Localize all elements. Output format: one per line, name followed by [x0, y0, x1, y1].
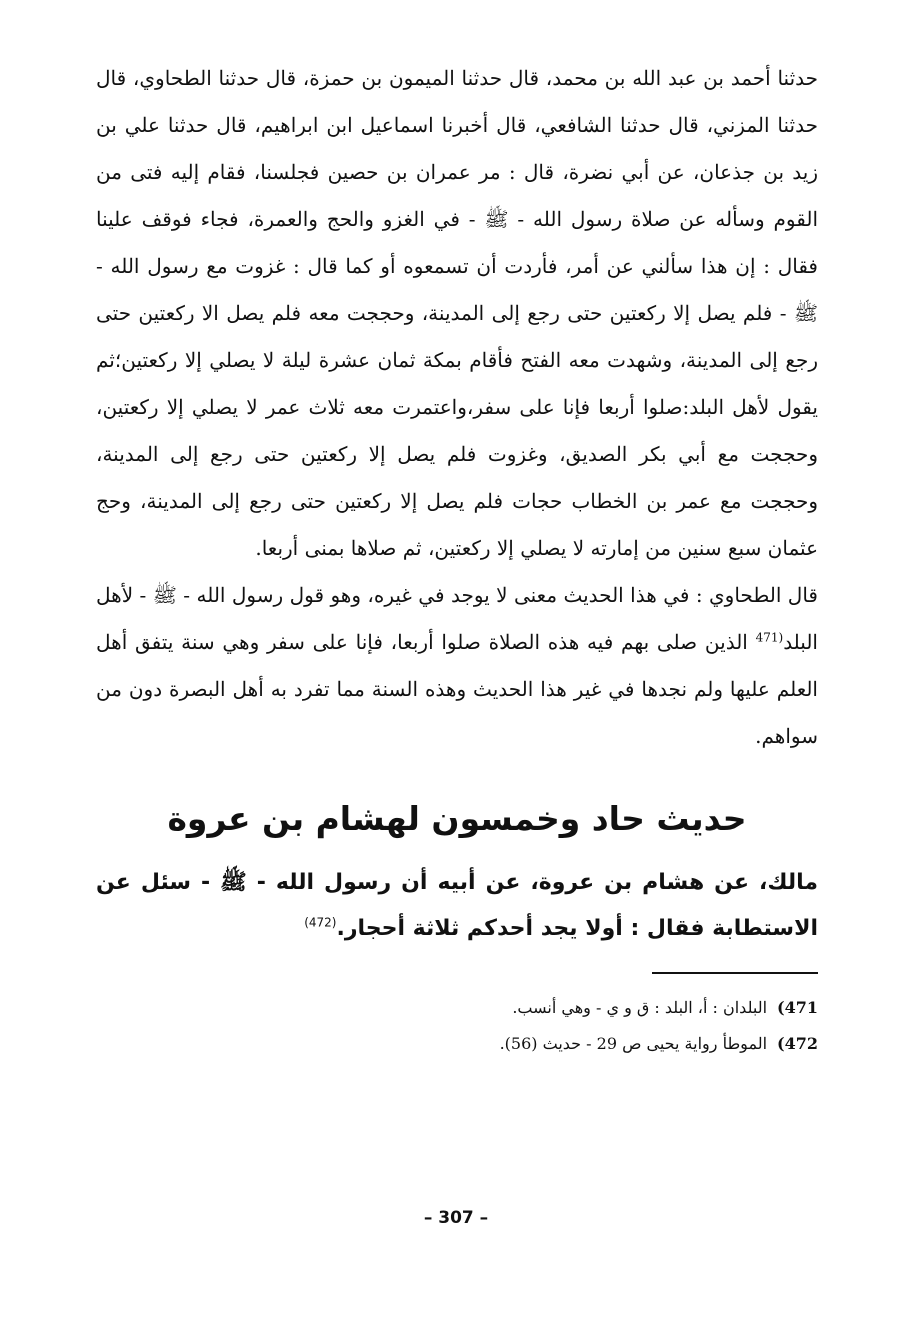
- hadith-text: [96, 860, 818, 952]
- body-paragraph-1: [96, 55, 818, 572]
- footnote-472: [96, 1026, 818, 1062]
- hadith-text-body: مالك، عن هشام بن عروة، عن أبيه أن رسول الله - ﷺ - سئل عن الاستطابة فقال : أولا يجد أحدكم ثلاثة أحجار.: [96, 870, 818, 941]
- section-heading: حديث حاد وخمسون لهشام بن عروة: [167, 799, 747, 838]
- footnote-divider: [652, 972, 818, 974]
- paragraph-1-text: حدثنا أحمد بن عبد الله بن محمد، قال حدثنا الميمون بن حمزة، قال حدثنا الطحاوي، قال حدثنا المزني، قال حدثنا الشافعي، قال أخبرنا اسماعيل ابن ابراهيم، قال حدثنا علي بن زيد بن جذعان، عن أبي نضرة، قال : مر عمران بن حصين فجلسنا، فقام إليه فتى من القوم وسأله عن صلاة رسول الله - ﷺ - في الغزو والحج والعمرة، فجاء فوقف علينا فقال : إن هذا سألني عن أمر، فأردت أن تسمعوه أو كما قال : غزوت مع رسول الله - ﷺ - فلم يصل إلا ركعتين حتى رجع إلى المدينة، وحججت معه فلم يصل الا ركعتين حتى رجع إلى المدينة، وشهدت معه الفتح فأقام بمكة ثمان عشرة ليلة لا يصلي إلا ركعتين؛ثم يقول لأهل البلد:صلوا أربعا فإنا على سفر،واعتمرت معه ثلاث عمر لا يصلي إلا ركعتين، وحججت مع أبي بكر الصديق، وغزوت فلم يصل إلا ركعتين حتى رجع إلى المدينة، وحججت مع عمر بن الخطاب حجات فلم يصل إلا ركعتين حتى رجع إلى المدينة، وحج عثمان سبع سنين من إمارته لا يصلي إلا ركعتين، ثم صلاها بمنى أربعا.: [96, 66, 818, 560]
- footnote-ref-471[interactable]: (471: [755, 630, 784, 645]
- footnote-number: 472): [777, 1034, 818, 1053]
- body-paragraph-2: [96, 572, 818, 760]
- footnote-text: الموطأ رواية يحيى ص 29 - حديث (56).: [499, 1034, 768, 1053]
- paragraph-2-text-before: قال الطحاوي : في هذا الحديث معنى لا يوجد في غيره، وهو قول رسول الله - ﷺ - لأهل البلد: [96, 583, 818, 654]
- page-number: – 307 –: [423, 1208, 489, 1228]
- paragraph-2-text-after: الذين صلى بهم فيه هذه الصلاة صلوا أربعا، فإنا على سفر وهي سنة يتفق أهل العلم عليها ولم نجدها في غير هذا الحديث وهذه السنة مما تفرد به أهل البصرة دون من سواهم.: [96, 630, 818, 748]
- footnote-471: [96, 990, 818, 1026]
- footnote-text: البلدان : أ، البلد : ق و ي - وهي أنسب.: [512, 998, 768, 1017]
- document-page: [96, 55, 818, 1062]
- footnote-ref-472[interactable]: (472): [304, 915, 337, 930]
- footnote-number: 471): [777, 998, 818, 1017]
